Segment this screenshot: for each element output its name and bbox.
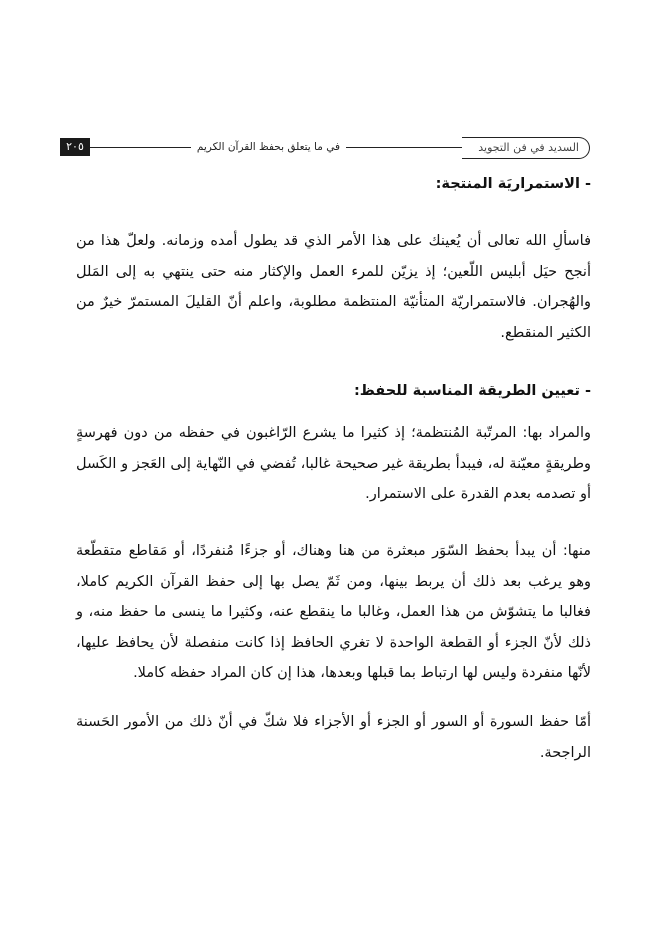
book-title: السديد في فن التجويد <box>462 137 590 159</box>
section-heading-continuity: - الاستمراريَة المنتجة: <box>435 176 591 192</box>
chapter-title: في ما يتعلق بحفظ القرآن الكريم <box>191 137 346 157</box>
paragraph-method-definition: والمراد بها: المرتّبة المُنتظمة؛ إذ كثيرا ما يشرع الرّاغبون في حفظه من دون فهرسةٍ وطريقةٍ معيّنة له، فيبدأ بطريقة غير صحيحة غالبا، تُفضي في النّهاية إلى العَجز و الكَسل أو تصدمه بعدم القدرة على الاستمرار. <box>76 425 591 502</box>
paragraph-method-conclusion: أمّا حفظ السورة أو السور أو الجزء أو الأجزاء فلا شكّ في أنّ ذلك من الأمور الحَسنة الراجحة. <box>76 714 591 761</box>
running-header <box>60 137 590 159</box>
section-heading-method: - تعيين الطريقة المناسبة للحفظ: <box>353 383 591 399</box>
paragraph-method-example: منها: أن يبدأ بحفظ السّوَر مبعثرة من هنا وهناك، أو جزءًا مُنفردًا، أو مَقاطع متقطّعة وهو يرغب بعد ذلك أن يربط بينها، ومن ثَمّ يصل بها إلى حفظ القرآن الكريم كاملا، فغالبا ما يتشوّش من هذا العمل، وغالبا ما ينقطع عنه، وكثيرا ما ينسى ما حفظ منه، و ذلك لأنّ الجزء أو القطعة الواحدة لا تغري الحافظ إذا كانت منفصلة لأن يحافظ عليها، لأنّها منفردة وليس لها ارتباط بما قبلها وبعدها، هذا إن كان المراد حفظه كاملا. <box>76 543 591 681</box>
page-number: ٢٠٥ <box>60 138 90 156</box>
paragraph-continuity: فاسألِ الله تعالى أن يُعينك على هذا الأمر الذي قد يطول أمده وزمانه. ولعلّ هذا من أنجح حيَل أبليس اللّعين؛ إذ يزيّن للمرء العمل والإكثار منه حتى ينتهي به إلى المَلل والهُجران. فالاستمراريّة المتأنيّة المنتظمة مطلوبة، واعلم أنّ القليلَ المستمرّ خيرٌ من الكثير المنقطع. <box>76 233 591 341</box>
